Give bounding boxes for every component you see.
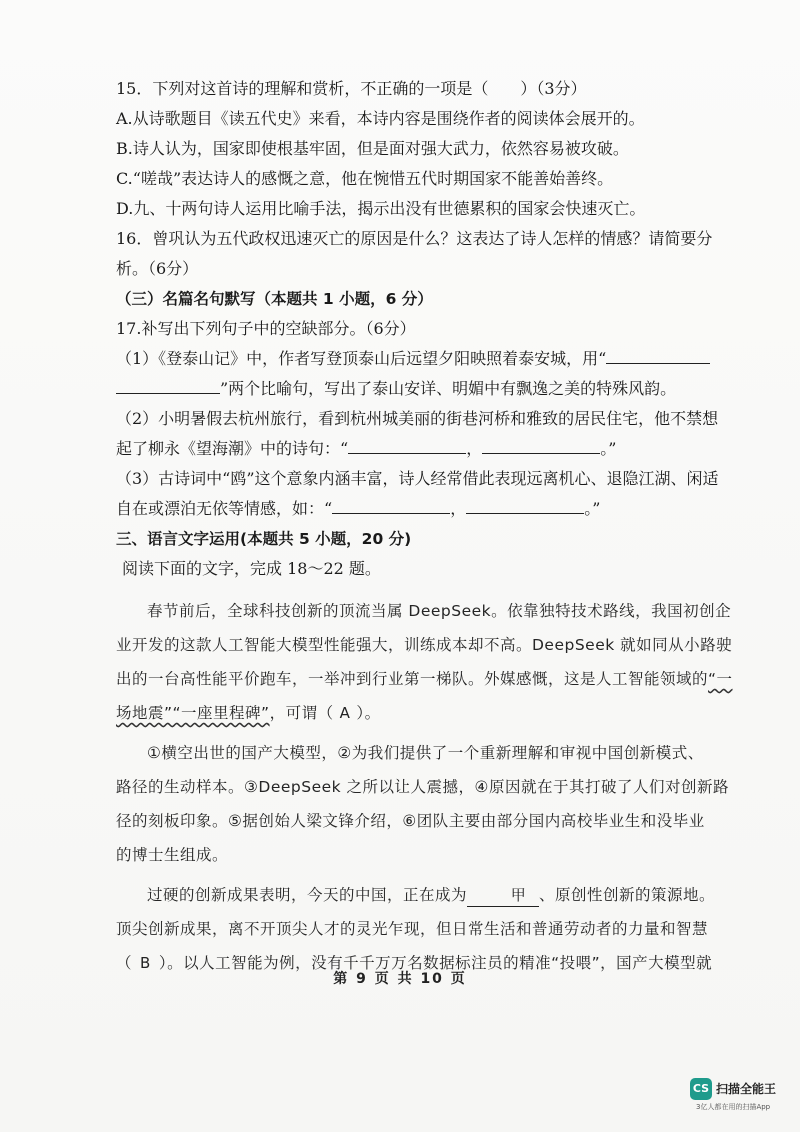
- q17-item-3-end: 。”: [584, 499, 601, 518]
- passage-p2-line-3: 径的刻板印象。⑤据创始人梁文锋介绍，⑥团队主要由部分国内高校毕业生和没毕业: [116, 812, 705, 830]
- q17-stem: 17.补写出下列句子中的空缺部分。（6分）: [116, 319, 416, 338]
- q17-blank-2b[interactable]: [482, 435, 600, 454]
- q17-blank-1a[interactable]: [606, 345, 710, 364]
- handwritten-answer-b: B: [140, 954, 151, 972]
- camscanner-tagline: 3亿人都在用的扫描App: [696, 1103, 771, 1111]
- section-heading-recitation: （三）名篇名句默写（本题共 1 小题，6 分）: [116, 290, 433, 308]
- blank-jia: 甲: [467, 884, 539, 907]
- passage-p3-line-1: [116, 878, 716, 912]
- passage-p1-line-2: 业开发的这款人工智能大模型性能强大，训练成本却不高。DeepSeek 就如同从小路驶: [116, 636, 733, 654]
- passage-p3-line-3-text: ）。以人工智能为例，没有千千万万名数据标注员的精准“投喂”，国产大模型就: [158, 954, 713, 972]
- q17-blank-1b[interactable]: [116, 375, 220, 394]
- reading-intro: 阅读下面的文字，完成 18～22 题。: [122, 559, 381, 578]
- passage-p3-line-1-text: 过硬的创新成果表明，今天的中国，正在成为: [147, 886, 468, 904]
- q15-option-c: C.“嗟哉”表达诗人的感慨之意，他在惋惜五代时期国家不能善始善终。: [116, 169, 614, 188]
- camscanner-watermark: [690, 1076, 788, 1116]
- handwritten-answer-a: A: [339, 704, 351, 722]
- wavy-underline-quote: 场地震”“一座里程碑”: [116, 704, 270, 722]
- page-number-footer: 第 9 页 共 10 页: [333, 971, 467, 987]
- passage-p1-line-3: [116, 662, 733, 696]
- passage-p1-line-1: 春节前后，全球科技创新的顶流当属 DeepSeek。依靠独特技术路线，我国初创企: [147, 602, 732, 620]
- passage-p1-line-3-text: 出的一台高性能平价跑车，一举冲到行业第一梯队。外媒感慨，这是人工智能领域的: [116, 670, 709, 688]
- passage-p3-line-1-end: 、原创性创新的策源地。: [539, 886, 716, 904]
- q16-line-1: 16．曾巩认为五代政权迅速灭亡的原因是什么？这表达了诗人怎样的情感？请简要分: [116, 229, 713, 248]
- passage-p1-line-4-text: ，可谓（: [269, 704, 334, 722]
- q17-item-3-cont: [116, 494, 704, 524]
- q17-blank-2a[interactable]: [348, 435, 466, 454]
- q17-item-2-end: 。”: [600, 439, 617, 458]
- passage-p2-line-1: ①横空出世的国产大模型，②为我们提供了一个重新理解和审视中国创新模式、: [147, 744, 704, 762]
- passage-p1-line-4: [116, 696, 704, 730]
- q17-item-3-text: 自在或漂泊无依等情感，如：“: [116, 499, 333, 518]
- q15-stem: 15．下列对这首诗的理解和赏析，不正确的一项是（ ）（3分）: [116, 79, 587, 98]
- passage-p3-line-2: 顶尖创新成果，离不开顶尖人才的灵光乍现，但日常生活和普通劳动者的力量和智慧: [116, 920, 709, 938]
- q17-item-3: （3）古诗词中“鸥”这个意象内涵丰富，诗人经常借此表现远离机心、退隐江湖、闲适: [116, 469, 719, 488]
- camscanner-name: 扫描全能王: [716, 1082, 777, 1096]
- q15-option-b: B.诗人认为，国家即使根基牢固，但是面对强大武力，依然容易被攻破。: [116, 139, 629, 158]
- camscanner-logo-icon: CS: [690, 1078, 712, 1100]
- q16-line-2: 析。（6分）: [116, 259, 199, 278]
- q17-item-1-cont: [116, 374, 704, 404]
- q17-item-1: [116, 344, 704, 374]
- q17-item-2: （2）小明暑假去杭州旅行，看到杭州城美丽的街巷河桥和雅致的居民住宅，他不禁想: [116, 409, 719, 428]
- passage-p2-line-4: 的博士生组成。: [116, 846, 229, 864]
- q15-option-a: A.从诗歌题目《读五代史》来看，本诗内容是围绕作者的阅读体会展开的。: [116, 109, 645, 128]
- q17-item-1-text: （1）《登泰山记》中，作者写登顶泰山后远望夕阳映照着泰安城，用“: [116, 349, 607, 368]
- reading-passage: [116, 594, 733, 980]
- q17-item-2-text: 起了柳永《望海潮》中的诗句：“: [116, 439, 349, 458]
- q15-option-d: D.九、十两句诗人运用比喻手法，揭示出没有世德累积的国家会快速灭亡。: [116, 199, 646, 218]
- q17-item-1-text-b: ”两个比喻句，写出了泰山安详、明媚中有飘逸之美的特殊风韵。: [220, 379, 677, 398]
- q17-blank-3b[interactable]: [466, 495, 584, 514]
- wavy-underline-quote-start: “一: [708, 670, 733, 688]
- passage-p1-line-4-end: ）。: [356, 704, 381, 722]
- q17-item-3-sep: ，: [450, 499, 467, 518]
- passage-p3-line-3-open: （: [116, 954, 133, 972]
- q17-blank-3a[interactable]: [332, 495, 450, 514]
- page-content: [116, 74, 733, 980]
- q17-item-2-cont: [116, 434, 704, 464]
- passage-p2-line-2: 路径的生动样本。③DeepSeek 之所以让人震撼，④原因就在于其打破了人们对创新路: [116, 778, 729, 796]
- part-heading-language-use: 三、语言文字运用(本题共 5 小题，20 分): [116, 530, 412, 548]
- q17-item-2-sep: ，: [466, 439, 483, 458]
